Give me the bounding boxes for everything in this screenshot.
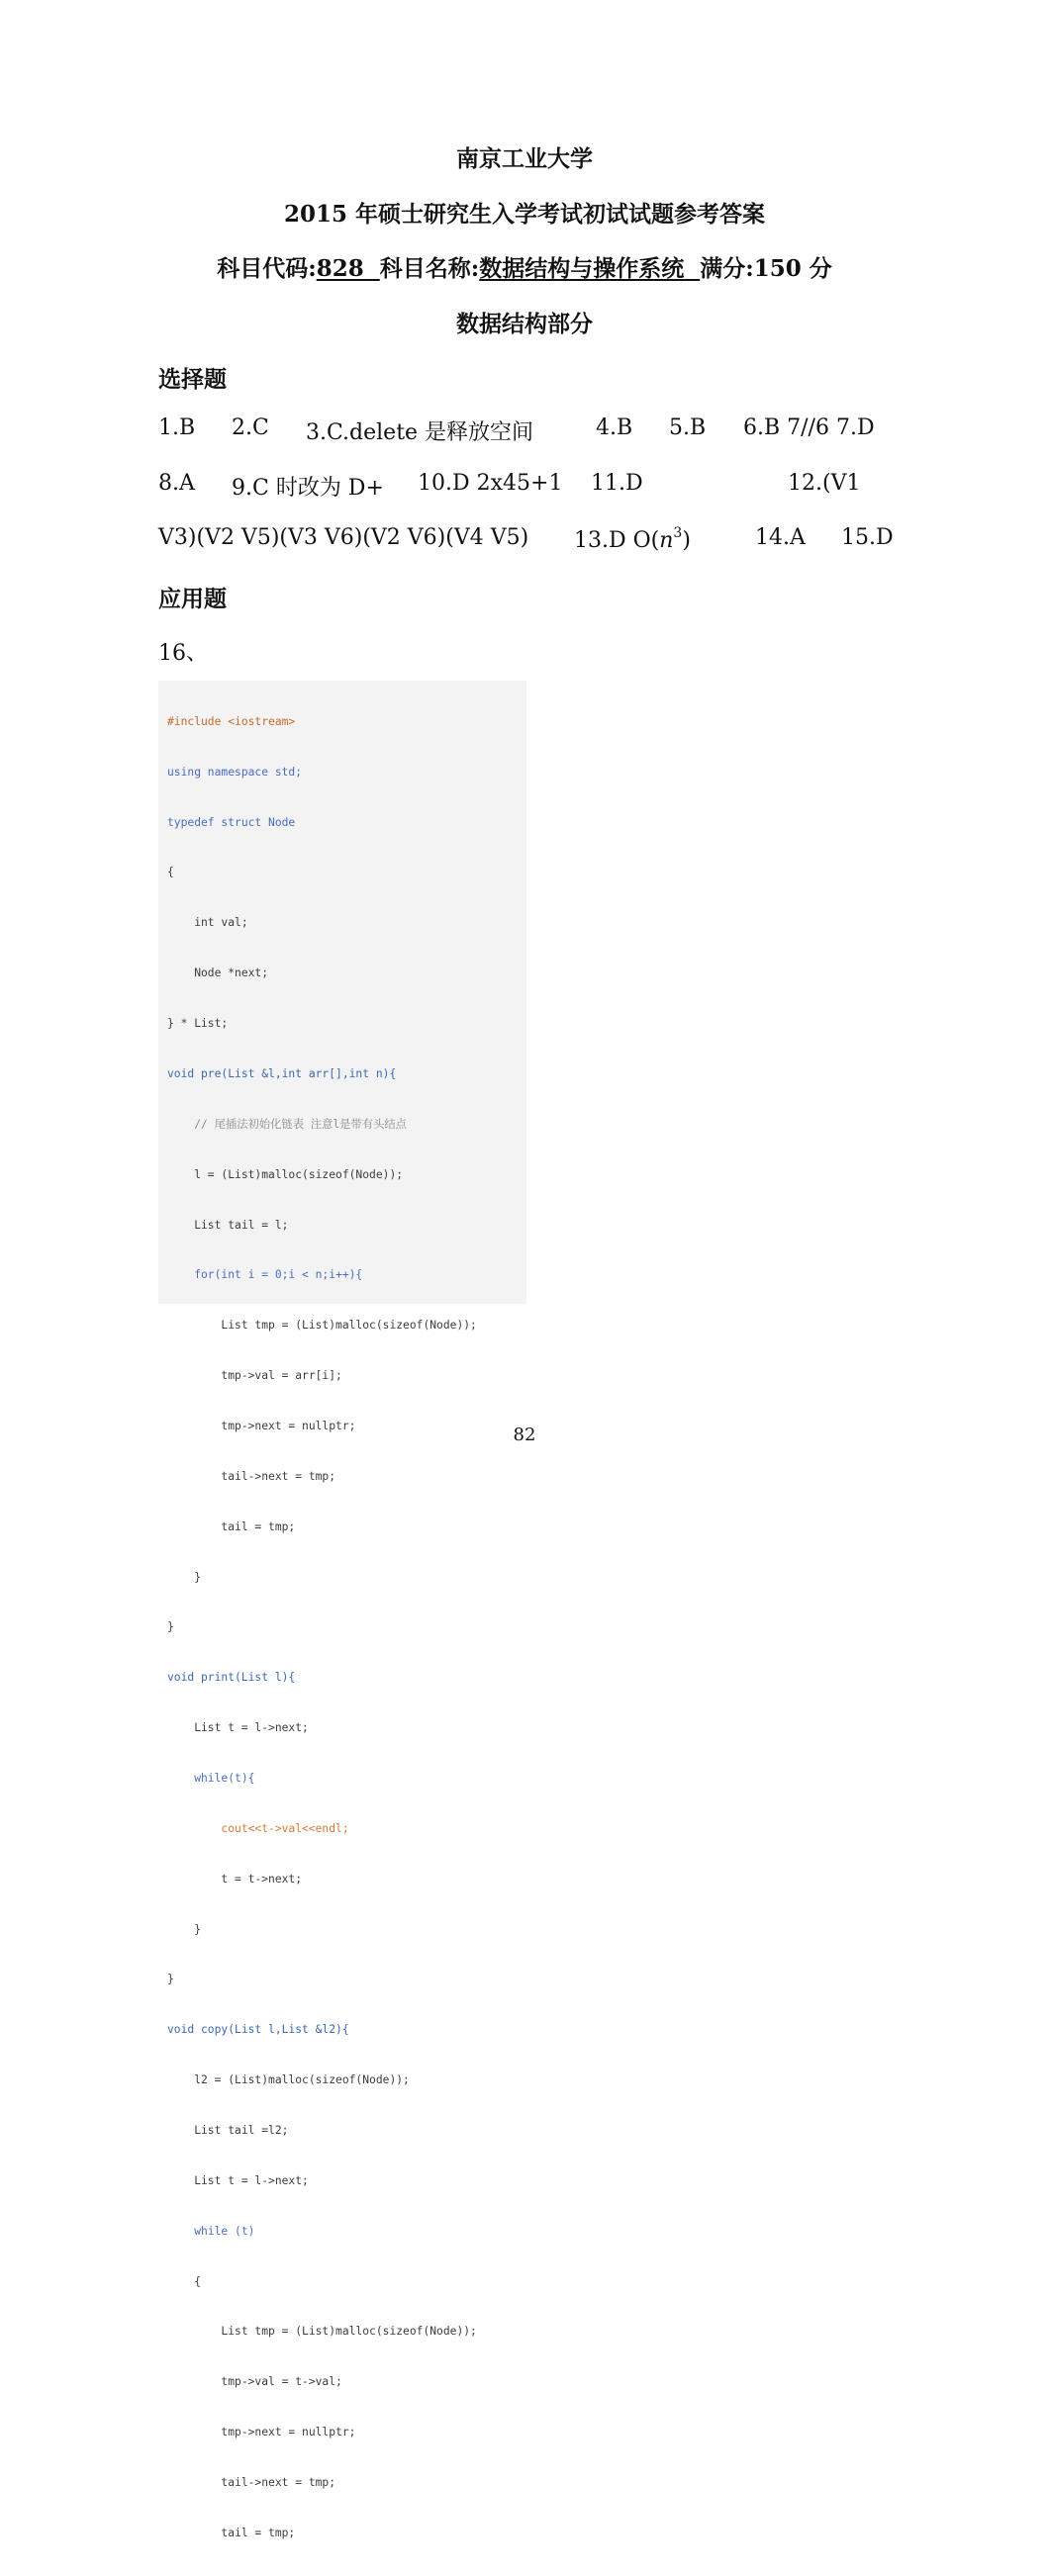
code-block [167,681,477,2576]
code-line-7: } * List; [167,1017,229,1031]
application-section-title: 应用题 [158,586,227,612]
answer-2: 2.C [232,415,269,440]
answer-3: 3.C.delete 是释放空间 [306,420,534,445]
code-line-6: Node *next; [167,966,269,980]
answer-line-3 [158,525,893,557]
code-line-2: using namespace std; [167,765,303,779]
answer-line-1 [158,415,893,447]
choice-section-title: 选择题 [158,366,227,393]
answer-12-start: 12.(V1 [788,471,861,496]
code-line-11: List tail = l; [167,1218,289,1232]
code-line-18: } [167,1570,202,1584]
code-line-27: void copy(List l,List &l2){ [167,2023,349,2037]
code-line-34: tmp->val = t->val; [167,2375,342,2389]
answer-11: 11.D [591,471,643,496]
code-line-25: } [167,1922,202,1936]
answer-15: 15.D [841,525,894,550]
code-line-17: tail = tmp; [167,1519,296,1533]
subject-code-label: 科目代码: [217,255,317,282]
code-line-37: tail = tmp; [167,2526,296,2539]
code-line-30: List t = l->next; [167,2173,309,2187]
school-name: 南京工业大学 [456,145,593,172]
subject-name-label: 科目名称: [379,255,480,282]
code-line-15: tmp->next = nullptr; [167,1419,356,1432]
answer-13-suffix: ) [682,528,691,553]
code-line-20: void print(List l){ [167,1671,296,1685]
answer-13 [574,525,691,553]
code-line-23: cout<<t->val<<endl; [167,1821,349,1835]
code-line-12: for(int i = 0;i < n;i++){ [167,1268,363,1282]
code-line-16: tail->next = tmp; [167,1469,336,1483]
answer-6-7: 6.B 7//6 7.D [743,415,875,440]
answer-12-end: V3)(V2 V5)(V3 V6)(V2 V6)(V4 V5) [158,525,529,550]
answer-13-exponent: 3 [673,525,683,541]
code-line-14: tmp->val = arr[i]; [167,1369,342,1383]
code-line-13: List tmp = (List)malloc(sizeof(Node)); [167,1319,477,1333]
code-line-5: int val; [167,916,248,930]
code-line-24: t = t->next; [167,1872,303,1886]
code-line-22: while(t){ [167,1771,255,1785]
answer-line-2 [158,471,893,503]
code-line-31: while (t) [167,2224,255,2238]
page-number: 82 [513,1425,536,1445]
code-line-8: void pre(List &l,int arr[],int n){ [167,1066,397,1080]
answer-13-prefix: 13.D O( [574,528,660,553]
answer-1: 1.B [158,415,196,440]
part-title: 数据结构部分 [456,311,593,337]
code-line-33: List tmp = (List)malloc(sizeof(Node)); [167,2325,477,2339]
code-line-9: // 尾插法初始化链表 注意l是带有头结点 [167,1117,407,1131]
code-line-26: } [167,1973,174,1986]
code-line-29: List tail =l2; [167,2123,289,2137]
full-score: 满分:150 分 [700,255,832,282]
code-line-10: l = (List)malloc(sizeof(Node)); [167,1167,404,1181]
code-line-35: tmp->next = nullptr; [167,2426,356,2439]
subject-name: 数据结构与操作系统 [479,255,701,282]
code-line-1: #include <iostream> [167,714,296,728]
subject-code: 828 [316,255,380,282]
answer-10: 10.D 2x45+1 [418,471,563,496]
code-line-21: List t = l->next; [167,1721,309,1735]
code-line-28: l2 = (List)malloc(sizeof(Node)); [167,2073,410,2087]
answer-8: 8.A [158,471,195,496]
answer-4: 4.B [596,415,633,440]
answer-13-n: n [659,528,674,553]
code-line-19: } [167,1620,174,1634]
code-line-4: { [167,866,174,879]
code-line-3: typedef struct Node [167,815,296,829]
question-16-label: 16、 [158,641,208,666]
code-line-32: { [167,2274,202,2288]
answer-5: 5.B [669,415,707,440]
answer-9: 9.C 时改为 D+ [232,476,384,501]
code-line-36: tail->next = tmp; [167,2475,336,2489]
question-16-label-line [158,636,893,668]
answer-14: 14.A [755,525,806,550]
subject-info-line [0,250,1049,283]
exam-title: 2015 年硕士研究生入学考试初试试题参考答案 [283,201,766,228]
